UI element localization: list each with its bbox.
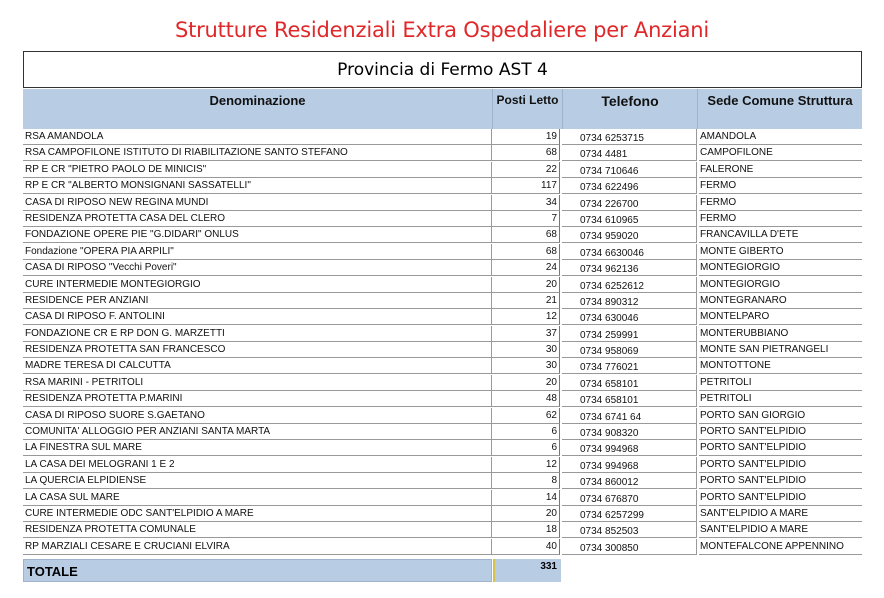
cell-name: CASA DI RIPOSO "Vecchi Poveri" <box>23 260 492 276</box>
table-row <box>23 424 862 440</box>
cell-phone: 0734 852503 <box>562 522 697 538</box>
cell-name: LA FINESTRA SUL MARE <box>23 440 492 456</box>
cell-beds: 22 <box>492 162 560 178</box>
table-row <box>23 358 862 374</box>
cell-name: RESIDENZA PROTETTA SAN FRANCESCO <box>23 342 492 358</box>
cell-name: RSA MARINI - PETRITOLI <box>23 375 492 391</box>
cell-town: MONTEGRANARO <box>699 293 862 309</box>
cell-town: MONTEGIORGIO <box>699 260 862 276</box>
cell-phone: 0734 6252612 <box>562 277 697 293</box>
table-row <box>23 227 862 243</box>
cell-name: LA CASA SUL MARE <box>23 490 492 506</box>
table-row <box>23 506 862 522</box>
cell-beds: 20 <box>492 277 560 293</box>
cell-town: MONTE GIBERTO <box>699 244 862 260</box>
cell-beds: 21 <box>492 293 560 309</box>
cell-town: MONTOTTONE <box>699 358 862 374</box>
cell-name: RP E CR "ALBERTO MONSIGNANI SASSATELLI" <box>23 178 492 194</box>
table-row <box>23 244 862 260</box>
table-row <box>23 375 862 391</box>
cell-phone: 0734 959020 <box>562 227 697 243</box>
cell-phone: 0734 6257299 <box>562 506 697 522</box>
cell-name: CASA DI RIPOSO SUORE S.GAETANO <box>23 408 492 424</box>
cell-beds: 68 <box>492 145 560 161</box>
table-row <box>23 326 862 342</box>
cell-beds: 30 <box>492 342 560 358</box>
cell-town: CAMPOFILONE <box>699 145 862 161</box>
table-row <box>23 473 862 489</box>
cell-town: MONTEGIORGIO <box>699 277 862 293</box>
cell-phone: 0734 226700 <box>562 195 697 211</box>
cell-town: FERMO <box>699 178 862 194</box>
header-beds-label: Posti Letto <box>496 93 559 107</box>
header-phone-label: Telefono <box>601 93 659 109</box>
cell-name: MADRE TERESA DI CALCUTTA <box>23 358 492 374</box>
cell-phone: 0734 630046 <box>562 309 697 325</box>
cell-phone: 0734 259991 <box>562 326 697 342</box>
cell-beds: 20 <box>492 375 560 391</box>
cell-beds: 117 <box>492 178 560 194</box>
structures-table <box>23 129 862 555</box>
cell-town: MONTEFALCONE APPENNINO <box>699 539 862 555</box>
table-row <box>23 408 862 424</box>
cell-beds: 7 <box>492 211 560 227</box>
cell-beds: 6 <box>492 440 560 456</box>
table-row <box>23 440 862 456</box>
cell-town: PORTO SANT'ELPIDIO <box>699 440 862 456</box>
cell-phone: 0734 860012 <box>562 473 697 489</box>
cell-phone: 0734 958069 <box>562 342 697 358</box>
cell-name: RESIDENZA PROTETTA P.MARINI <box>23 391 492 407</box>
cell-beds: 24 <box>492 260 560 276</box>
header-town-label: Sede Comune Struttura <box>707 93 853 108</box>
table-row <box>23 195 862 211</box>
cell-name: FONDAZIONE OPERE PIE "G.DIDARI" ONLUS <box>23 227 492 243</box>
cell-name: CASA DI RIPOSO NEW REGINA MUNDI <box>23 195 492 211</box>
cell-town: PETRITOLI <box>699 391 862 407</box>
cell-name: RSA AMANDOLA <box>23 129 492 145</box>
table-row <box>23 539 862 555</box>
cell-town: SANT'ELPIDIO A MARE <box>699 506 862 522</box>
cell-name: FONDAZIONE CR E RP DON G. MARZETTI <box>23 326 492 342</box>
cell-name: RESIDENZA PROTETTA COMUNALE <box>23 522 492 538</box>
header-name <box>23 89 493 129</box>
table-row <box>23 145 862 161</box>
cell-name: RSA CAMPOFILONE ISTITUTO DI RIABILITAZIONE SANTO STEFANO <box>23 145 492 161</box>
total-value: 331 <box>493 559 561 582</box>
cell-town: SANT'ELPIDIO A MARE <box>699 522 862 538</box>
cell-beds: 14 <box>492 490 560 506</box>
cell-beds: 6 <box>492 424 560 440</box>
table-row <box>23 277 862 293</box>
cell-town: PORTO SANT'ELPIDIO <box>699 457 862 473</box>
cell-beds: 34 <box>492 195 560 211</box>
province-heading: Provincia di Fermo AST 4 <box>23 51 862 88</box>
cell-name: LA CASA DEI MELOGRANI 1 E 2 <box>23 457 492 473</box>
cell-town: PORTO SANT'ELPIDIO <box>699 473 862 489</box>
cell-town: MONTELPARO <box>699 309 862 325</box>
cell-phone: 0734 890312 <box>562 293 697 309</box>
cell-phone: 0734 622496 <box>562 178 697 194</box>
cell-phone: 0734 676870 <box>562 490 697 506</box>
cell-phone: 0734 658101 <box>562 375 697 391</box>
cell-town: FERMO <box>699 211 862 227</box>
cell-beds: 12 <box>492 457 560 473</box>
cell-name: CURE INTERMEDIE ODC SANT'ELPIDIO A MARE <box>23 506 492 522</box>
header-beds <box>493 89 563 129</box>
cell-phone: 0734 908320 <box>562 424 697 440</box>
cell-beds: 68 <box>492 244 560 260</box>
cell-beds: 48 <box>492 391 560 407</box>
cell-name: CASA DI RIPOSO F. ANTOLINI <box>23 309 492 325</box>
cell-phone: 0734 610965 <box>562 211 697 227</box>
table-row <box>23 457 862 473</box>
cell-name: RP MARZIALI CESARE E CRUCIANI ELVIRA <box>23 539 492 555</box>
header-phone <box>563 89 698 129</box>
cell-town: PORTO SANT'ELPIDIO <box>699 490 862 506</box>
cell-phone: 0734 994968 <box>562 440 697 456</box>
total-label: TOTALE <box>23 559 492 582</box>
cell-name: COMUNITA' ALLOGGIO PER ANZIANI SANTA MARTA <box>23 424 492 440</box>
cell-beds: 62 <box>492 408 560 424</box>
cell-phone: 0734 710646 <box>562 162 697 178</box>
table-row <box>23 293 862 309</box>
cell-beds: 8 <box>492 473 560 489</box>
cell-beds: 30 <box>492 358 560 374</box>
table-row <box>23 522 862 538</box>
cell-beds: 20 <box>492 506 560 522</box>
cell-beds: 18 <box>492 522 560 538</box>
table-row <box>23 211 862 227</box>
cell-phone: 0734 6630046 <box>562 244 697 260</box>
cell-name: LA QUERCIA ELPIDIENSE <box>23 473 492 489</box>
cell-phone: 0734 300850 <box>562 539 697 555</box>
cell-beds: 12 <box>492 309 560 325</box>
header-name-label: Denominazione <box>209 93 306 108</box>
table-row <box>23 260 862 276</box>
cell-town: FALERONE <box>699 162 862 178</box>
cell-beds: 19 <box>492 129 560 145</box>
page-title: Strutture Residenziali Extra Ospedaliere per Anziani <box>174 18 710 42</box>
table-row <box>23 391 862 407</box>
cell-phone: 0734 6253715 <box>562 129 697 145</box>
cell-town: PETRITOLI <box>699 375 862 391</box>
cell-phone: 0734 6741 64 <box>562 408 697 424</box>
cell-beds: 68 <box>492 227 560 243</box>
cell-phone: 0734 658101 <box>562 391 697 407</box>
cell-beds: 40 <box>492 539 560 555</box>
cell-name: RESIDENZA PROTETTA CASA DEL CLERO <box>23 211 492 227</box>
cell-name: RP E CR "PIETRO PAOLO DE MINICIS" <box>23 162 492 178</box>
cell-town: MONTERUBBIANO <box>699 326 862 342</box>
cell-town: MONTE SAN PIETRANGELI <box>699 342 862 358</box>
cell-name: CURE INTERMEDIE MONTEGIORGIO <box>23 277 492 293</box>
cell-phone: 0734 962136 <box>562 260 697 276</box>
cell-town: FERMO <box>699 195 862 211</box>
table-row <box>23 129 862 145</box>
cell-town: PORTO SAN GIORGIO <box>699 408 862 424</box>
table-row <box>23 342 862 358</box>
table-row <box>23 490 862 506</box>
cell-phone: 0734 4481 <box>562 145 697 161</box>
header-town <box>698 89 862 129</box>
cell-town: AMANDOLA <box>699 129 862 145</box>
table-row <box>23 309 862 325</box>
cell-town: PORTO SANT'ELPIDIO <box>699 424 862 440</box>
total-row <box>23 559 562 582</box>
cell-phone: 0734 776021 <box>562 358 697 374</box>
cell-name: RESIDENCE PER ANZIANI <box>23 293 492 309</box>
table-row <box>23 178 862 194</box>
cell-phone: 0734 994968 <box>562 457 697 473</box>
cell-beds: 37 <box>492 326 560 342</box>
cell-town: FRANCAVILLA D'ETE <box>699 227 862 243</box>
cell-name: Fondazione "OPERA PIA ARPILI" <box>23 244 492 260</box>
table-row <box>23 162 862 178</box>
